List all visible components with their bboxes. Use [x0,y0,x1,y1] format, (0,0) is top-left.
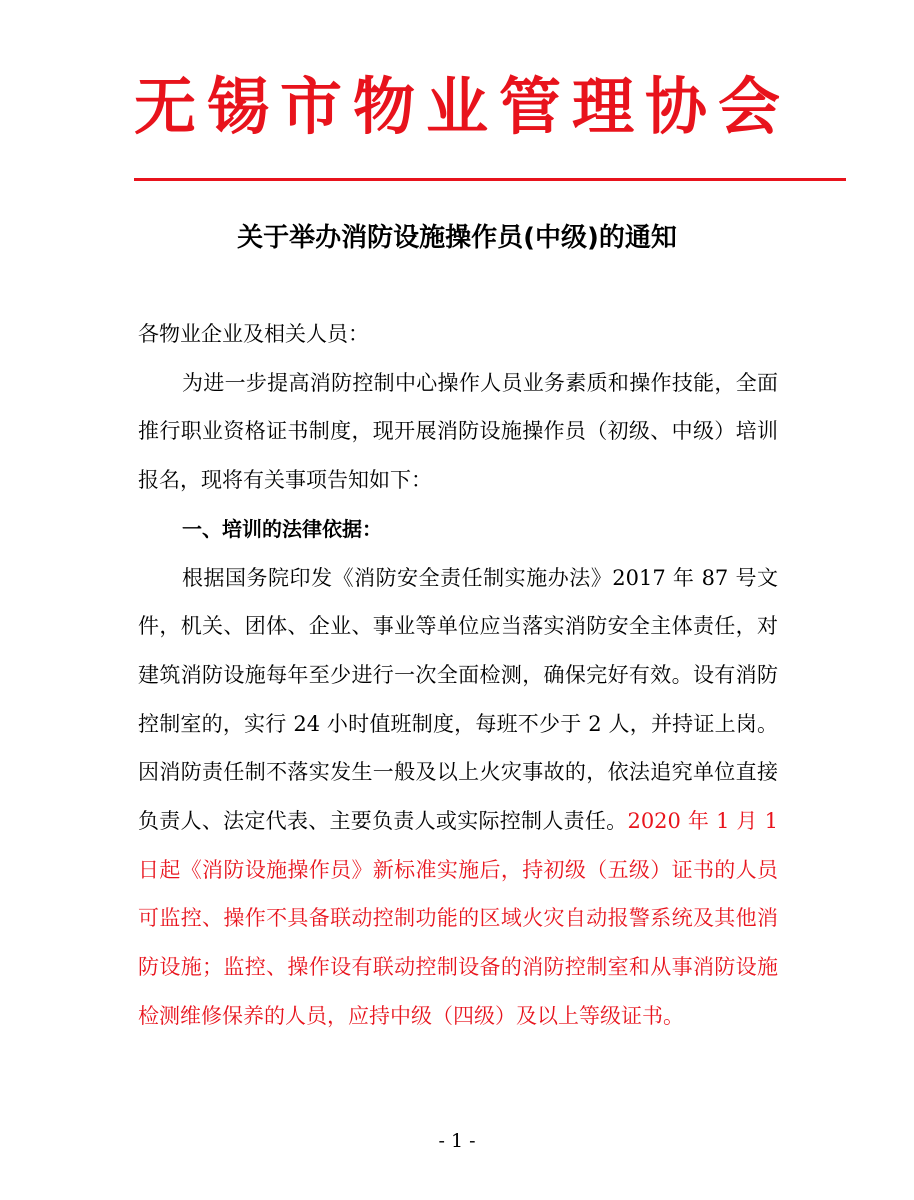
intro-paragraph: 为进一步提高消防控制中心操作人员业务素质和操作技能，全面推行职业资格证书制度，现开展消防设施操作员（初级、中级）培训报名，现将有关事项告知如下： [138,370,778,493]
section-heading: 一、培训的法律依据： [182,516,382,541]
document-title: 关于举办消防设施操作员(中级)的通知 [237,223,677,253]
document-body [138,310,778,1041]
salutation: 各物业企业及相关人员： [138,322,369,346]
page-number: - 1 - [438,1130,476,1152]
legal-basis-paragraph [138,554,778,1041]
new-standard-highlight: 2020 年 1 月 1 日起《消防设施操作员》新标准实施后，持初级（五级）证书的人员可监控、操作不具备联动控制功能的区域火灾自动报警系统及其他消防设施；监控、操作设有联动控制设备的消防控制室和从事消防设施检测维修保养的人员，应持中级（四级）及以上等级证书。 [138,809,779,1028]
org-masthead: 无锡市物业管理协会 [134,70,792,143]
legal-basis-text: 根据国务院印发《消防安全责任制实施办法》2017 年 87 号文件，机关、团体、企业、事业等单位应当落实消防安全主体责任，对建筑消防设施每年至少进行一次全面检测，确保完好有效。设有消防控制室的，实行 24 小时值班制度，每班不少于 2 人，并持证上岗。因消防责任制不落实发生一般及以上火灾事故的，依法追究单位直接负责人、法定代表、主要负责人或实际控制人责任。 [138,565,778,834]
header-rule [134,178,846,181]
